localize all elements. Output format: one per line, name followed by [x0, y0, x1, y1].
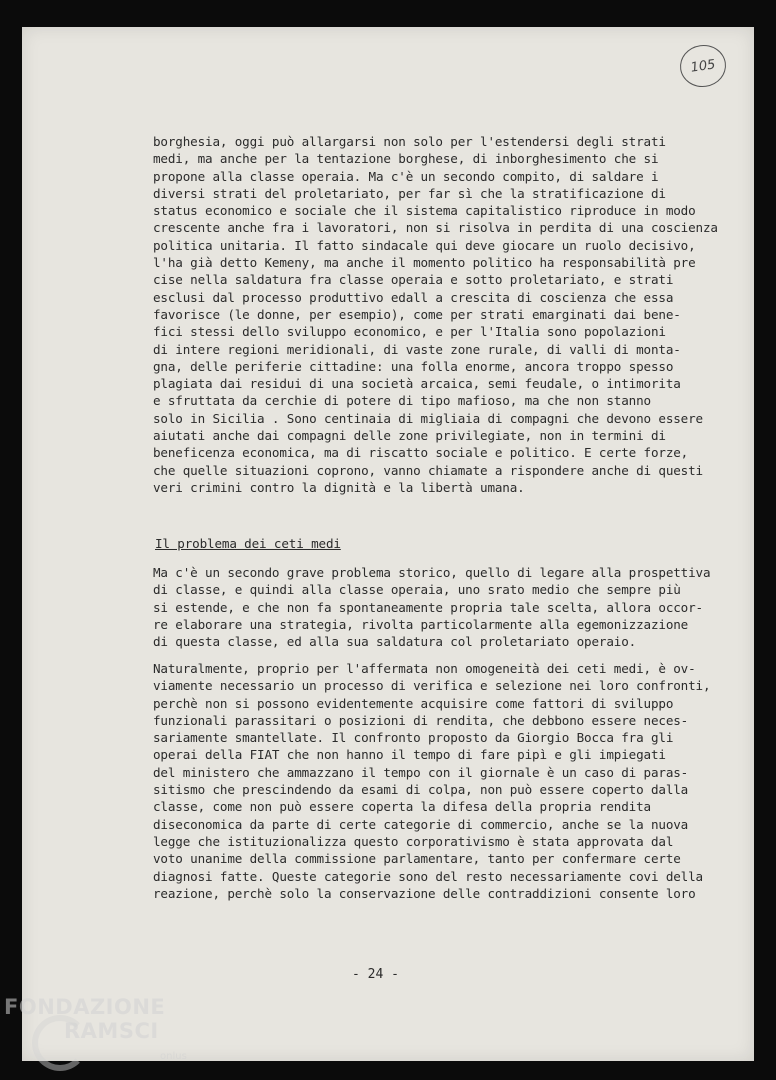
text-line: di classe, e quindi alla classe operaia, uno srato medio che sempre più — [153, 582, 681, 598]
text-line: legge che istituzionalizza questo corporativismo è stata approvata dal — [153, 833, 674, 849]
text-line: gna, delle periferie cittadine: una folla enorme, ancora troppo spesso — [153, 358, 674, 374]
text-line: diagnosi fatte. Queste categorie sono del resto necessariamente covi della — [153, 868, 703, 884]
text-line: e sfruttata da cerchie di potere di tipo mafioso, ma che non stanno — [153, 393, 651, 409]
text-line: cise nella saldatura fra classe operaia e sotto proletariato, e strati — [153, 272, 674, 288]
text-line: si estende, e che non fa spontaneamente propria tale scelta, allora occor- — [153, 599, 703, 615]
text-line: diversi strati del proletariato, per far sì che la stratificazione di — [153, 185, 666, 201]
text-line: sariamente smantellate. Il confronto proposto da Giorgio Bocca fra gli — [153, 730, 674, 746]
text-line: viamente necessario un processo di verifica e selezione nei loro confronti, — [153, 678, 711, 694]
text-line: politica unitaria. Il fatto sindacale qui deve giocare un ruolo decisivo, — [153, 237, 696, 253]
text-line: classe, come non può essere coperta la difesa della propria rendita — [153, 799, 651, 815]
text-line: fici stessi dello sviluppo economico, e per l'Italia sono popolazioni — [153, 324, 666, 340]
text-line: Ma c'è un secondo grave problema storico, quello di legare alla prospettiva — [153, 565, 711, 580]
text-line: del ministero che ammazzano il tempo con il giornale è un caso di paras- — [153, 764, 689, 780]
text-line: reazione, perchè solo la conservazione delle contraddizioni consente loro — [153, 885, 696, 901]
paragraph-2 — [153, 564, 713, 650]
text-line: di intere regioni meridionali, di vaste zone rurale, di valli di monta- — [153, 341, 681, 357]
text-line: status economico e sociale che il sistema capitalistico riproduce in modo — [153, 203, 696, 219]
text-line: Naturalmente, proprio per l'affermata non omogeneità dei ceti medi, è ov- — [153, 661, 696, 676]
paragraph-3 — [153, 660, 713, 902]
text-line: che quelle situazioni coprono, vanno chiamate a rispondere anche di questi — [153, 462, 703, 478]
page-stamp: 105 — [677, 42, 728, 90]
section-heading: Il problema dei ceti medi — [155, 536, 341, 551]
text-line: esclusi dal processo produttivo edall a crescita di coscienza che essa — [153, 289, 674, 305]
text-line: voto unanime della commissione parlamentare, tanto per confermare certe — [153, 851, 681, 867]
text-line: veri crimini contro la dignità e la libertà umana. — [153, 479, 525, 495]
text-line: beneficenza economica, ma di riscatto sociale e politico. E certe forze, — [153, 445, 689, 461]
text-line: diseconomica da parte di certe categorie di commercio, anche se la nuova — [153, 816, 689, 832]
text-line: re elaborare una strategia, rivolta particolarmente alla egemonizzazione — [153, 616, 689, 632]
text-line: funzionali parassitari o posizioni di rendita, che debbono essere neces- — [153, 712, 689, 728]
text-line: operai della FIAT che non hanno il tempo di fare pipì e gli impiegati — [153, 747, 666, 763]
paragraph-1 — [153, 133, 718, 496]
text-line: perchè non si possono evidentemente acquisire come fattori di sviluppo — [153, 695, 674, 711]
page-number: - 24 - — [352, 967, 399, 982]
text-line: borghesia, oggi può allargarsi non solo per l'estendersi degli strati — [153, 134, 666, 149]
text-line: di questa classe, ed alla sua saldatura col proletariato operaio. — [153, 634, 637, 650]
text-line: crescente anche fra i lavoratori, non si risolva in perdita di una coscienza — [153, 220, 718, 236]
fondazione-gramsci-watermark — [2, 995, 202, 1075]
text-line: plagiata dai residui di una società arcaica, semi feudale, o intimorita — [153, 376, 681, 392]
text-line: sitismo che prescindendo da esami di colpa, non può essere coperto dalla — [153, 782, 689, 798]
watermark-line-2: RAMSCI — [64, 1019, 159, 1043]
text-line: aiutati anche dai compagni delle zone privilegiate, non in termini di — [153, 428, 666, 444]
watermark-line-1: FONDAZIONE — [4, 995, 166, 1019]
watermark-subtitle: onlus — [160, 1051, 187, 1062]
text-line: propone alla classe operaia. Ma c'è un secondo compito, di saldare i — [153, 168, 659, 184]
text-line: favorisce (le donne, per esempio), come per strati emarginati dai bene- — [153, 306, 681, 322]
text-line: solo in Sicilia . Sono centinaia di migliaia di compagni che devono essere — [153, 410, 703, 426]
text-line: l'ha già detto Kemeny, ma anche il momento politico ha responsabilità pre — [153, 255, 696, 271]
text-line: medi, ma anche per la tentazione borghese, di inborghesimento che si — [153, 151, 659, 167]
